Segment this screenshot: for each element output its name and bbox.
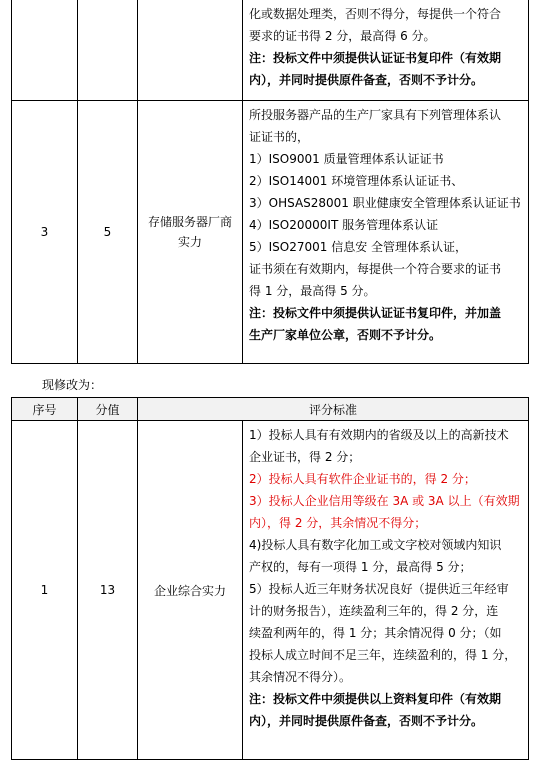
criteria-line: 1）投标人具有有效期内的省级及以上的高新技术 (249, 428, 509, 442)
criteria-lines (249, 3, 522, 91)
criteria-cell (243, 421, 529, 760)
score-cell (78, 0, 138, 101)
header-criteria: 评分标准 (138, 398, 529, 421)
criteria-line: 续盈利两年的，得 1 分；其余情况得 0 分；（如 (249, 626, 502, 640)
index-cell: 1 (12, 421, 78, 760)
criteria-line: 2）ISO14001 环境管理体系认证证书、 (249, 174, 464, 188)
criteria-line: 投标人成立时间不足三年，连续盈利的，得 1 分， (249, 648, 517, 662)
criteria-line: 5）投标人近三年财务状况良好（提供近三年经审 (249, 582, 509, 596)
category-cell (138, 0, 243, 101)
criteria-line: 计的财务报告），连续盈利三年的，得 2 分，连 (249, 604, 499, 618)
category-cell: 存储服务器厂商实力 (138, 101, 243, 364)
index-cell: 3 (12, 101, 78, 364)
table-row (12, 0, 529, 101)
criteria-line: 生产厂家单位公章，否则不予计分。 (249, 328, 442, 342)
header-index: 序号 (12, 398, 78, 421)
criteria-line: 所投服务器产品的生产厂家具有下列管理体系认 (249, 108, 502, 122)
criteria-line: 5）ISO27001 信息安 全管理体系认证， (249, 240, 468, 254)
criteria-line: 注：投标文件中须提供认证证书复印件（有效期 (249, 51, 502, 65)
criteria-line: 化或数据处理类，否则不得分，每提供一个符合 (249, 7, 502, 21)
criteria-line: 证证书的， (249, 130, 310, 144)
criteria-line: 3）投标人企业信用等级在 3A 或 3A 以上（有效期 (249, 494, 520, 508)
criteria-line: 内），并同时提供原件备查，否则不予计分。 (249, 714, 484, 728)
table-row (12, 101, 529, 364)
criteria-cell (243, 101, 529, 364)
criteria-line: 内），并同时提供原件备查，否则不予计分。 (249, 73, 484, 87)
criteria-line: 企业证书，得 2 分； (249, 450, 361, 464)
criteria-lines (249, 104, 522, 346)
criteria-line: 得 1 分，最高得 5 分。 (249, 284, 376, 298)
category-cell: 企业综合实力 (138, 421, 243, 760)
criteria-line: 3）OHSAS28001 职业健康安全管理体系认证证书 (249, 196, 521, 210)
criteria-line: 其余情况不得分）。 (249, 670, 352, 684)
criteria-line: 内），得 2 分，其余情况不得分； (249, 516, 427, 530)
table-row (12, 421, 529, 760)
table-header-row (12, 398, 529, 421)
original-scoring-table (11, 0, 529, 364)
header-score: 分值 (78, 398, 138, 421)
criteria-line: 证书须在有效期内，每提供一个符合要求的证书 (249, 262, 502, 276)
criteria-lines (249, 424, 522, 732)
criteria-line: 要求的证书得 2 分，最高得 6 分。 (249, 29, 436, 43)
criteria-line: 1）ISO9001 质量管理体系认证证书 (249, 152, 444, 166)
criteria-line: 注：投标文件中须提供以上资料复印件（有效期 (249, 692, 502, 706)
criteria-cell (243, 0, 529, 101)
revised-scoring-table (11, 397, 529, 760)
criteria-line: 4）ISO20000IT 服务管理体系认证 (249, 218, 439, 232)
revision-note: 现修改为： (42, 378, 103, 392)
criteria-line: 2）投标人具有软件企业证书的，得 2 分； (249, 472, 476, 486)
criteria-line: 注：投标文件中须提供认证证书复印件，并加盖 (249, 306, 502, 320)
criteria-line: 4)投标人具有数字化加工或文字校对领域内知识 (249, 538, 502, 552)
index-cell (12, 0, 78, 101)
criteria-line: 产权的，每有一项得 1 分，最高得 5 分； (249, 560, 472, 574)
score-cell: 13 (78, 421, 138, 760)
score-cell: 5 (78, 101, 138, 364)
